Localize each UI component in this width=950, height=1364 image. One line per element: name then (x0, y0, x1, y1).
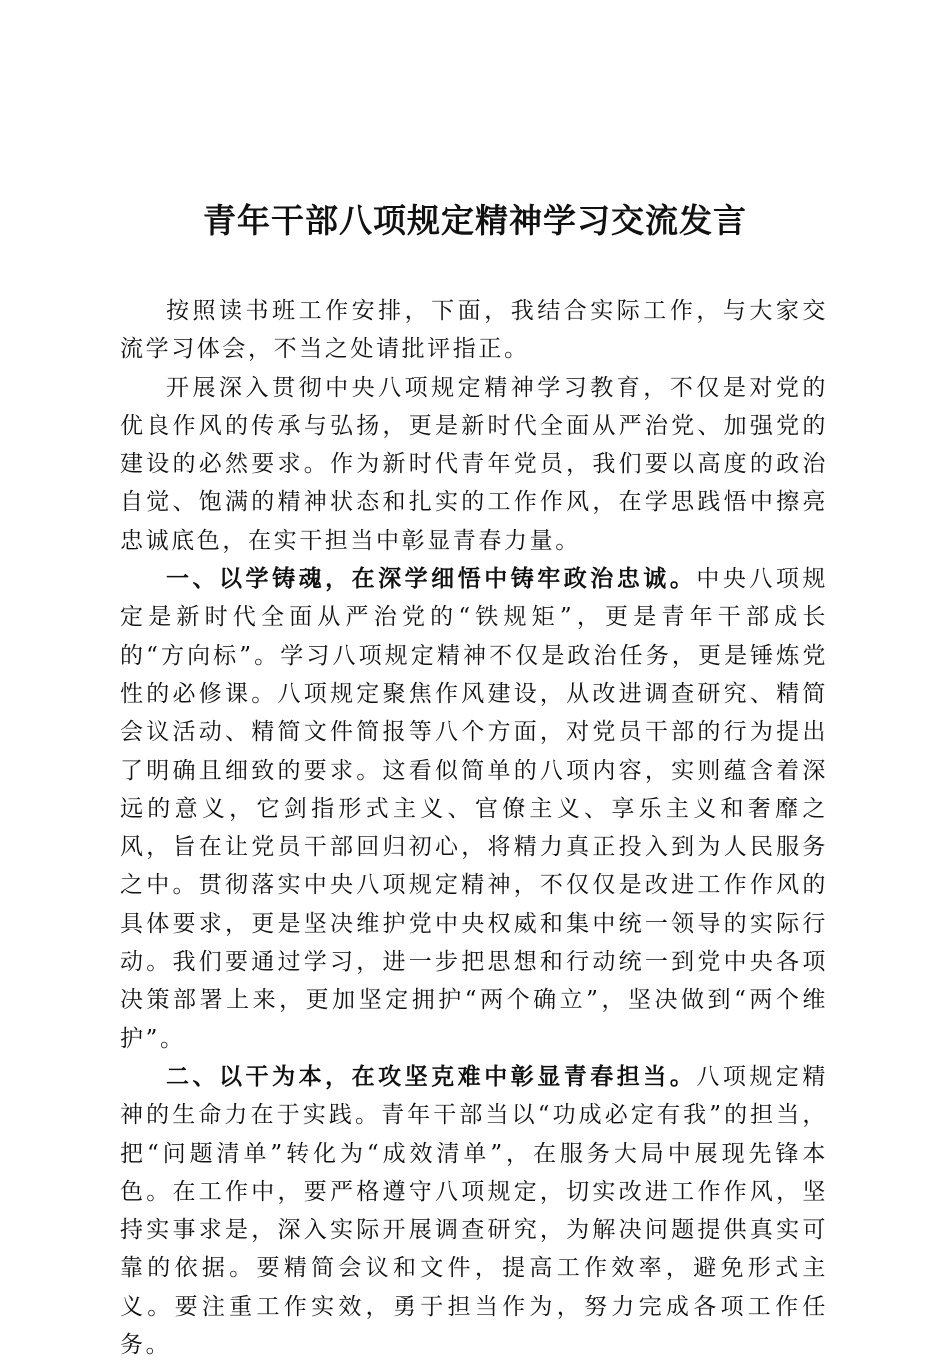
section-two-text: 八项规定精神的生命力在于实践。青年干部当以“功成必定有我”的担当，把“问题清单”转化为“成效清单”，在服务大局中展现先锋本色。在工作中，要严格遵守八项规定，切实改进工作作风，坚持实事求是，深入实际开展调查研究，为解决问题提供真实可靠的依据。要精简会议和文件，提高工作效率，避免形式主义。要注重工作实效，勇于担当作为，努力完成各项工作任务。 (120, 1063, 829, 1359)
document-body (120, 292, 828, 1364)
document-title: 青年干部八项规定精神学习交流发言 (203, 201, 747, 240)
section-one-heading: 一、以学铸魂，在深学细悟中铸牢政治忠诚。 (166, 566, 697, 593)
paragraph-overview (120, 369, 828, 560)
section-one-text: 中央八项规定是新时代全面从严治党的“铁规矩”，更是青年干部成长的“方向标”。学习八项规定精神不仅是政治任务，更是锤炼党性的必修课。八项规定聚焦作风建设，从改进调查研究、精简会议活动、精简文件简报等八个方面，对党员干部的行为提出了明确且细致的要求。这看似简单的八项内容，实则蕴含着深远的意义，它剑指形式主义、官僚主义、享乐主义和奢靡之风，旨在让党员干部回归初心，将精力真正投入到为人民服务之中。贯彻落实中央八项规定精神，不仅仅是改进工作作风的具体要求，更是坚决维护党中央权威和集中统一领导的实际行动。我们要通过学习，进一步把思想和行动统一到党中央各项决策部署上来，更加坚定拥护“两个确立”，坚决做到“两个维护”。 (120, 566, 829, 1052)
paragraph-intro-text: 按照读书班工作安排，下面，我结合实际工作，与大家交流学习体会，不当之处请批评指正。 (120, 298, 828, 363)
paragraph-intro (120, 292, 828, 369)
paragraph-section-two (120, 1058, 828, 1364)
paragraph-overview-text: 开展深入贯彻中央八项规定精神学习教育，不仅是对党的优良作风的传承与弘扬，更是新时代全面从严治党、加强党的建设的必然要求。作为新时代青年党员，我们要以高度的政治自觉、饱满的精神状态和扎实的工作作风，在学思践悟中擦亮忠诚底色，在实干担当中彰显青春力量。 (120, 374, 828, 554)
section-two-heading: 二、以干为本，在攻坚克难中彰显青春担当。 (166, 1063, 697, 1090)
paragraph-section-one (120, 560, 828, 1058)
